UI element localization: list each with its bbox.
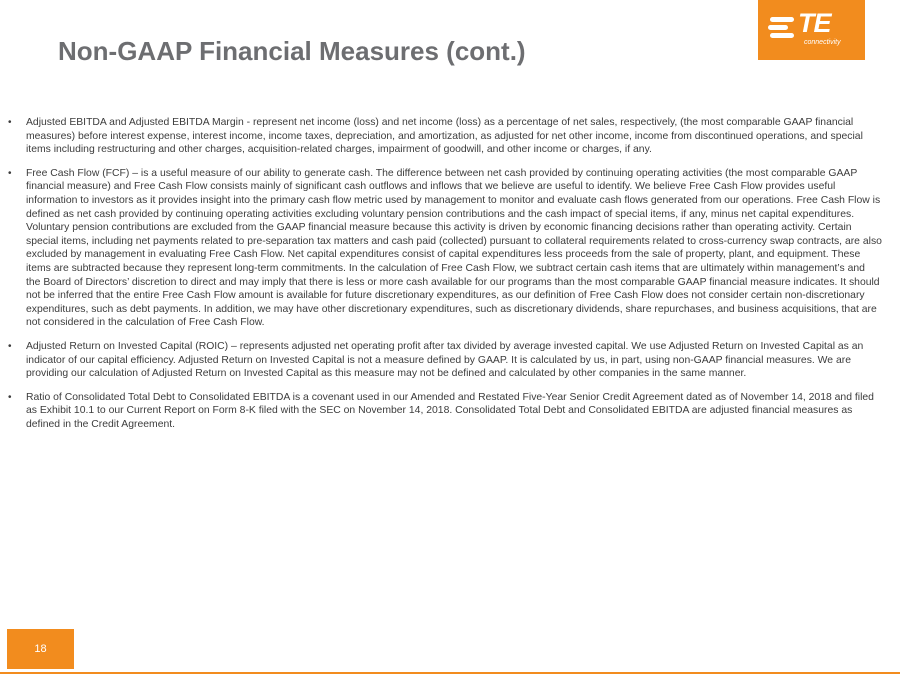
page-number: 18 [7,629,74,669]
bullet-text: Ratio of Consolidated Total Debt to Consolidated EBITDA is a covenant used in our Amended and Restated Five-Year Senior Credit Agreement dated as of November 14, 2018 and filed as Exhibit 10.1 to our Current Report on Form 8-K filed with the SEC on November 14, 2018. Consolidated Total Debt and Consolidated EBITDA are adjusted financial measures as defined in the Credit Agreement. [26,391,874,430]
bullet-marker: • [8,117,12,128]
bullet-adjusted-ebitda [8,116,882,157]
bullet-text: Adjusted Return on Invested Capital (ROIC) – represents adjusted net operating profit after tax divided by average invested capital. We use Adjusted Return on Invested Capital as an indicator of our capital efficiency. Adjusted Return on Invested Capital is not a measure defined by GAAP. It is calculated by us, in part, using non-GAAP financial measures. We are providing our calculation of Adjusted Return on Invested Capital as this measure may not be defined and calculated by other companies in the same manner. [26,340,864,380]
logo-bars-icon [768,17,796,39]
bullet-marker: • [8,167,12,179]
bullet-marker: • [8,391,12,403]
bullet-text: Free Cash Flow (FCF) – is a useful measure of our ability to generate cash. The difference between net cash provided by continuing operating activities (the most comparable GAAP financial measure) and Free Cash Flow consists mainly of significant cash outflows and inflows that we believe are useful to identify. We believe Free Cash Flow provides useful information to investors as it provides insight into the primary cash flow metric used by management to monitor and evaluate cash flows generated from our operations. Free Cash Flow is defined as net cash provided by continuing operating activities excluding voluntary pension contributions and the cash impact of special items, if any, minus net capital expenditures. Voluntary pension contributions are excluded from the GAAP financial measure because this activity is driven by economic financing decisions rather than operating activity. Certain special items, including net payments related to pre-separation tax matters and cash paid (collected) pursuant to collateral requirements related to cross-currency swap contracts, are also excluded by management in evaluating Free Cash Flow. Net capital expenditures consist of capital expenditures less proceeds from the sale of property, plant, and equipment. These items are subtracted because they represent long-term commitments. In the calculation of Free Cash Flow, we subtract certain cash items that are ultimately within management’s and the Board of Directors’ discretion to direct and may imply that there is less or more cash available for our programs than the most comparable GAAP financial measure indicates. It should not be inferred that the entire Free Cash Flow amount is available for future discretionary expenditures, as our definition of Free Cash Flow does not consider certain non-discretionary expenditures, such as debt payments. In addition, we may have other discretionary expenditures, such as discretionary dividends, share repurchases, and business acquisitions, that are not considered in the calculation of Free Cash Flow. [26,167,882,329]
logo-tagline: connectivity [804,39,841,46]
slide-title: Non-GAAP Financial Measures (cont.) [58,36,526,66]
te-connectivity-logo [758,0,865,60]
bullet-adjusted-roic [8,340,882,381]
bullet-marker: • [8,340,12,352]
bullet-debt-ebitda-ratio [8,391,882,432]
bullet-list [8,116,882,441]
bullet-free-cash-flow [8,167,882,330]
bullet-text: Adjusted EBITDA and Adjusted EBITDA Margin - represent net income (loss) and net income (loss) as a percentage of net sales, respectively, (the most comparable GAAP financial measures) before interest expense, interest income, income taxes, depreciation, and amortization, as adjusted for net other income, income from discontinued operations, and special items including restructuring and other charges, acquisition-related charges, impairment of goodwill, and other income or charges, if any. [26,117,863,156]
logo-wordmark: TE [798,8,831,38]
bottom-divider [0,672,900,674]
